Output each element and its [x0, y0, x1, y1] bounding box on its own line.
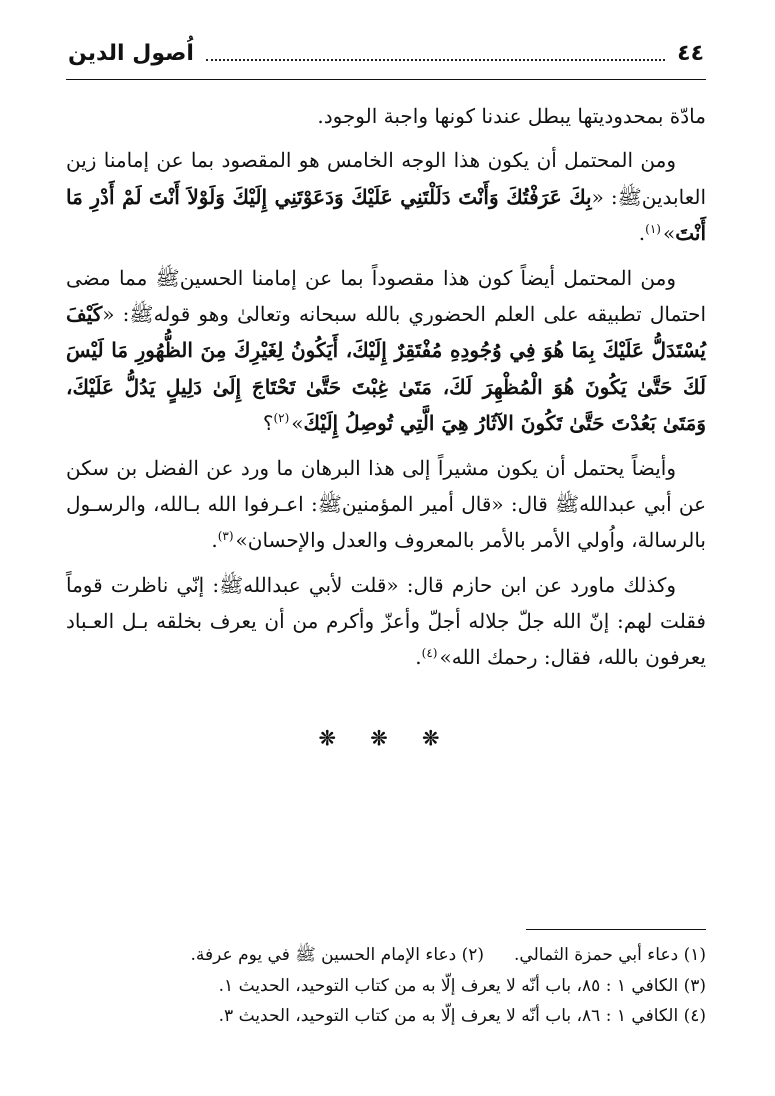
- paragraph-3-lead: ومن المحتمل أيضاً كون هذا مقصوداً بما عن إمامنا الحسين: [179, 265, 676, 290]
- paragraph-1-text: مادّة بمحدوديتها يبطل عندنا كونها واجبة الوجود.: [317, 104, 706, 128]
- paragraph-1: [66, 98, 706, 134]
- quote-close: »: [291, 411, 304, 436]
- honorific-mark: ﷺ: [219, 572, 244, 597]
- footnotes-rule: [526, 929, 706, 930]
- footnote-1: (١) دعاء أبي حمزة الثمالي.: [514, 945, 706, 966]
- footnote-ref-3[interactable]: (٣): [217, 528, 234, 543]
- paragraph-4-lead: وأيضاً يحتمل أن يكون مشيراً إلى هذا البرهان ما ورد عن الفضل بن سكن عن أبي عبدالله: [66, 455, 707, 516]
- sentence-end: .: [415, 645, 422, 670]
- sentence-end: ؟: [262, 411, 274, 436]
- running-title: اُصول الدين: [68, 41, 194, 66]
- paragraph-4-rest: : اعـرفوا الله بـالله، والرسـول بالرسالة، واُولي الأمر بالأمر بالمعروف والعدل والإحسان»: [66, 491, 706, 553]
- main-text: [66, 98, 706, 756]
- arafah-quote: كَيْفَ يُسْتَدَلُّ عَلَيْكَ بِمَا هُوَ فِي وُجُودِهِ مُفْتَقِرٌ إِلَيْكَ، أَيَكُونُ لِغَيْرِكَ مِنَ الظُّهُورِ مَا لَيْسَ لَكَ حَتَّىٰ يَكُونَ هُوَ الْمُظْهِرَ لَكَ، مَتَىٰ غِبْتَ حَتَّىٰ تَحْتَاجَ إِلَىٰ دَلِيلٍ يَدُلُّ عَلَيْكَ، وَمَتَىٰ بَعُدْتَ حَتَّىٰ تَكُونَ الآثَارُ هِيَ الَّتِي تُوصِلُ إِلَيْكَ: [66, 301, 706, 436]
- sentence-end: .: [211, 528, 218, 553]
- sentence-end: .: [638, 221, 646, 246]
- footnote-4: (٤) الكافي ١ : ٨٦، باب أنّه لا يعرف إلّا به من كتاب التوحيد، الحديث ٣.: [218, 1006, 706, 1027]
- quote-close: »: [662, 221, 676, 246]
- supplication-quote: بِكَ عَرَفْتُكَ وَأَنْتَ دَلَلْتَنِي عَلَيْكَ وَدَعَوْتَنِي إِلَيْكَ وَلَوْلاَ أَنْتَ لَمْ أَدْرِ مَا أَنْتَ: [66, 184, 706, 246]
- paragraph-5-lead: وكذلك ماورد عن ابن حازم قال: «قلت لأبي عبدالله: [243, 572, 676, 597]
- footnote-row: [66, 940, 706, 971]
- paragraph-2: [66, 142, 706, 251]
- footnote-ref-1[interactable]: (١): [645, 221, 661, 236]
- footnote-3: (٣) الكافي ١ : ٨٥، باب أنّه لا يعرف إلّا به من كتاب التوحيد، الحديث ١.: [218, 975, 706, 996]
- running-header: [66, 28, 706, 80]
- honorific-mark: ﷺ: [554, 491, 580, 516]
- paragraph-5-rest: : إنّي ناظرت قوماً فقلت لهم: إنّ الله جلّ جلاله أجلّ وأعزّ وأكرم من أن يعرف بخلقه بـل العـباد يعرفون بالله، فقال: رحمك الله»: [66, 572, 706, 670]
- header-dot-leader: [206, 59, 665, 61]
- paragraph-5: [66, 567, 706, 676]
- honorific-mark: ﷺ: [617, 184, 642, 209]
- quote-open: : «: [591, 184, 618, 209]
- paragraph-4-mid: قال: «قال أمير المؤمنين: [341, 491, 555, 516]
- footnote-ref-4[interactable]: (٤): [421, 645, 438, 660]
- footnote-ref-2[interactable]: (٢): [273, 411, 290, 426]
- page-number: ٤٤: [677, 41, 704, 66]
- paragraph-3-mid: مما مضى احتمال تطبيقه على العلم الحضوري بالله سبحانه وتعالىٰ وهو قوله: [66, 265, 706, 326]
- honorific-mark: ﷺ: [317, 491, 342, 516]
- honorific-mark: ﷺ: [129, 301, 154, 326]
- paragraph-2-lead: ومن المحتمل أن يكون هذا الوجه الخامس هو المقصود بما عن إمامنا زين العابدين: [66, 148, 706, 209]
- footnote-2: (٢) دعاء الإمام الحسين ﷺ في يوم عرفة.: [190, 945, 485, 966]
- paragraph-3: [66, 260, 706, 442]
- honorific-mark: ﷺ: [155, 265, 180, 290]
- footnotes: [66, 929, 706, 1032]
- book-page: [66, 28, 706, 1068]
- section-ornament: ❊ ❊ ❊: [318, 725, 454, 750]
- quote-open: : «: [102, 301, 130, 326]
- paragraph-4: [66, 450, 706, 559]
